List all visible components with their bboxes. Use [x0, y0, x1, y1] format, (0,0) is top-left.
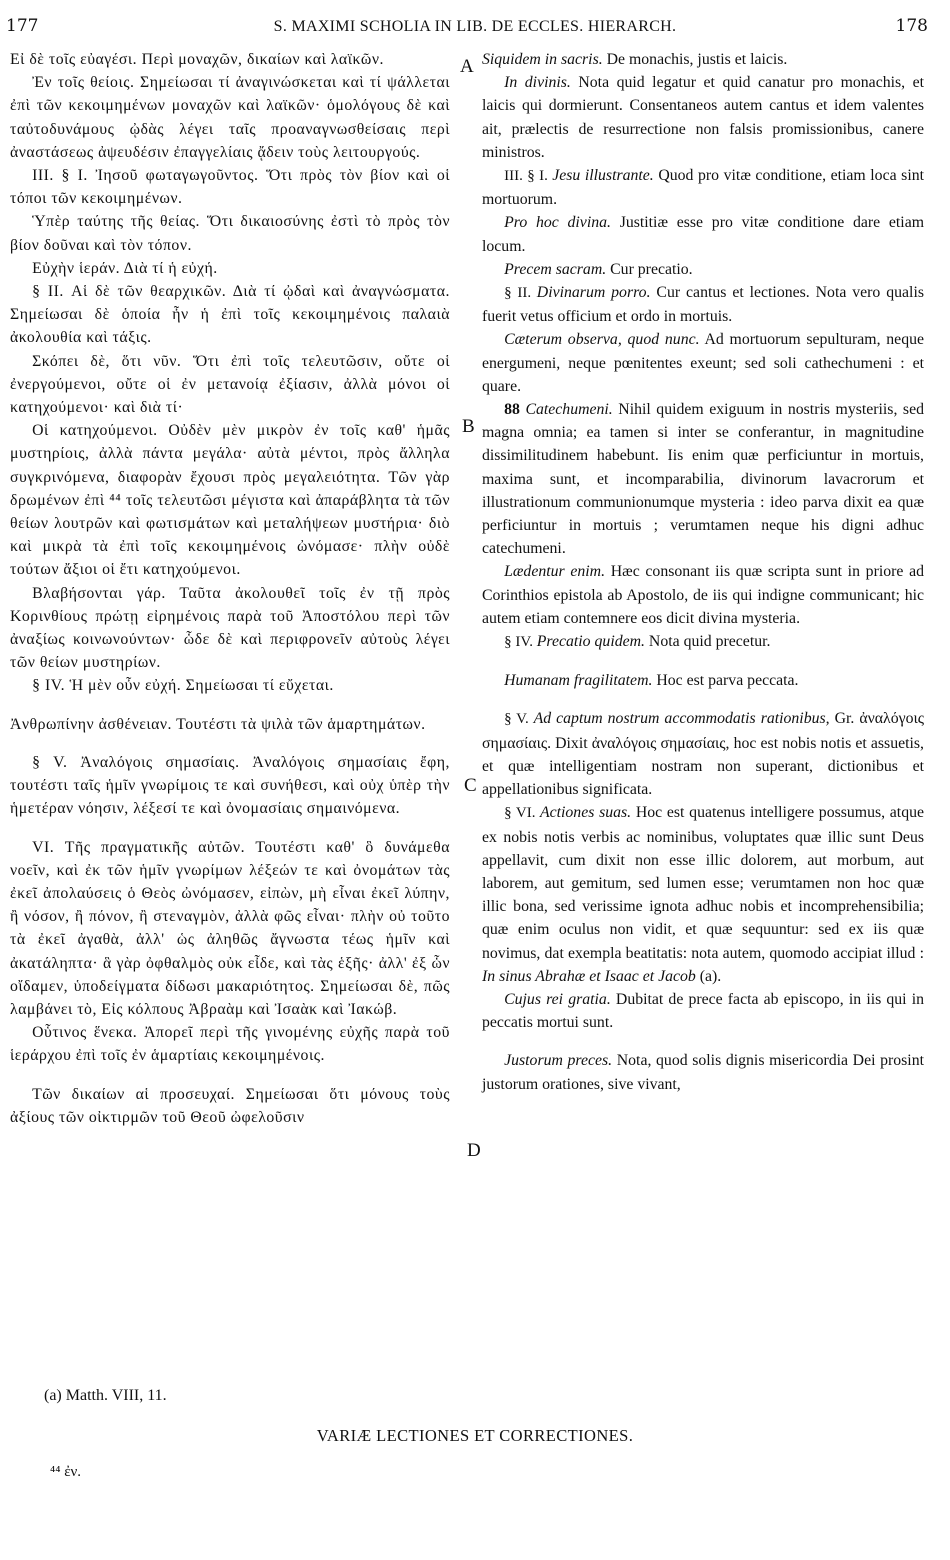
latin-paragraph	[482, 398, 924, 560]
gloss: Dubitat de prece facta ab episcopo, in iis qui in peccatis mortui sunt.	[482, 990, 924, 1032]
gloss: Nihil quidem exiguum in nostris mysteriis, sed magna omnia; ea tamen si inter se conferantur, in magnitudine dissimilitudinem habebunt. Iis enim quæ perficiuntur in mortuis, maxima sunt, et incomparabilia, divinorum lavacrorum et illustrationum communionumque mysteria : ideo parva dixit ea quæ perficiuntur in mortuis ; verumtamen neque his digni adhuc catechumeni.	[482, 401, 924, 558]
lemma: Siquidem in sacris.	[482, 51, 603, 68]
footnote-ref: (a).	[695, 967, 722, 985]
page-header	[0, 14, 950, 44]
gloss: De monachis, justis et laicis.	[602, 51, 788, 68]
gloss: Hoc est parva peccata.	[652, 672, 799, 690]
gloss: Quod pro vitæ conditione, etiam loca sint mortuorum.	[482, 167, 925, 209]
greek-paragraph: Σκόπει δὲ, ὅτι νῦν. Ὅτι ἐπὶ τοῖς τελευτῶσιν, οὔτε οἱ ἐνεργούμενοι, οὔτε οἱ ἐν μετανοίᾳ ἐξίασιν, ἀλλὰ μόνοι οἱ κατηχούμενοι· καὶ διὰ τί·	[10, 352, 450, 417]
page-number-left: 177	[6, 16, 39, 36]
lemma: Cæterum observa, quod nunc.	[504, 331, 700, 349]
greek-paragraph: VI. Τῆς πραγματικῆς αὐτῶν. Τουτέστι καθ' ὃ δυνάμεθα νοεῖν, καὶ ἐκ τῶν ἡμῖν γνωρίμων λέξεών τε καὶ ὀνομάτων τὰς ἐκεῖ ἀπολαύσεις ὁ Θεὸς ὠνόμασεν, εἰπὼν, μὴ εἶναι ἐκεῖ λύπην, ἢ νόσον, ἢ πόνον, ἢ στεναγμὸν, ἀλλὰ φῶς εἶναι· πλὴν οὐ τοῦτο τὰ ἐκεῖ ἀγαθὰ, ἀλλ' ὡς ἀληθῶς ἄγνωστα τέως ἡμῖν καὶ ἀκατάληπτα· ἃ γὰρ ὀφθαλμὸς οὐκ εἶδε, καὶ τὰς ἑξῆς· ἀλλ' ἐξ ὧν οἴδαμεν, ὑποδείγματα δίδωσι μακαριότητος. Σημείωσαι δὲ, πῶς λαμβάνει τὸ, Εἰς κόλπους Ἀβραὰμ καὶ Ἰσαὰκ καὶ Ἰακώβ.	[10, 838, 450, 1018]
gloss: Ad mortuorum sepulturam, neque energumeni, neque pœnitentes exeunt; sed soli cathechumeni : et quare.	[482, 331, 924, 395]
running-title: S. MAXIMI SCHOLIA IN LIB. DE ECCLES. HIERARCH.	[273, 18, 677, 35]
latin-paragraph	[482, 560, 924, 630]
margin-letter-b: B	[462, 416, 475, 437]
quotation: In sinus Abrahæ et Isaac et Jacob	[482, 967, 696, 985]
lemma: Precem sacram.	[504, 260, 607, 278]
lemma: Ad captum nostrum accommodatis rationibus,	[533, 710, 830, 728]
gloss: Justitiæ esse pro vitæ conditione dare etiam locum.	[482, 214, 924, 255]
greek-paragraph: Ὑπὲρ ταύτης τῆς θείας. Ὅτι δικαιοσύνης ἐστὶ τὸ πρὸς τὸν βίον δοῦναι καὶ τὸν τόπον.	[10, 213, 450, 254]
latin-column	[482, 48, 924, 1096]
lemma: Divinarum porro.	[536, 284, 651, 302]
greek-paragraph: Εὐχὴν ἱεράν. Διὰ τί ἡ εὐχή.	[32, 259, 218, 277]
gloss: Nota quid legatur et quid canatur pro monachis, et laicis qui dormierunt. Consentaneos autem cantus et idem valentes ait, prælectis de resurrectione non falsis promissionibus, canere ministros.	[482, 74, 924, 161]
page-number-right: 178	[895, 16, 928, 36]
variae-lectiones-heading: VARIÆ LECTIONES ET CORRECTIONES.	[316, 1426, 634, 1445]
lemma: Catechumeni.	[525, 401, 613, 419]
gloss: Nota, quod solis dignis misericordia Dei prosint justorum orationes, sive vivant,	[482, 1052, 924, 1093]
lemma: In divinis.	[504, 74, 571, 92]
latin-paragraph	[482, 164, 924, 211]
section-mark: § V.	[504, 711, 534, 728]
latin-paragraph	[482, 328, 924, 398]
latin-paragraph	[482, 48, 924, 71]
section-mark: § IV.	[504, 634, 537, 651]
latin-paragraph	[482, 669, 924, 692]
section-mark: § VI.	[504, 805, 540, 822]
margin-letter-d: D	[467, 1140, 481, 1161]
greek-paragraph: Ἐν τοῖς θείοις. Σημείωσαι τί ἀναγινώσκεται καὶ τί ψάλλεται ἐπὶ τῶν κεκοιμημένων μοναχῶν καὶ λαϊκῶν· ὁμολόγους δὲ καὶ ταὐτοδυνάμους ᾠδὰς λέγει ταῖς προαναγνωσθείσαις περὶ ἀναστάσεως ἀψευδέσιν ἐπαγγελίαις ᾄδειν τοὺς λειτουργούς.	[10, 74, 450, 161]
latin-paragraph	[482, 630, 924, 654]
greek-paragraph: Τῶν δικαίων αἱ προσευχαί. Σημείωσαι ὅτι μόνους τοὺς ἀξίους τῶν οἰκτιρμῶν τοῦ Θεοῦ ὠφελοῦσιν	[10, 1085, 450, 1126]
latin-paragraph	[482, 707, 924, 801]
gloss: Cur precatio.	[606, 260, 693, 278]
latin-paragraph	[482, 988, 924, 1034]
lemma: Pro hoc divina.	[504, 214, 611, 232]
greek-column	[10, 48, 450, 1129]
latin-paragraph	[482, 1049, 924, 1095]
section-mark: III. § I.	[504, 168, 553, 185]
column-number: 88	[504, 401, 526, 419]
latin-paragraph	[482, 258, 924, 281]
gloss: Nota quid precetur.	[644, 633, 771, 651]
lemma: Humanam fragilitatem.	[504, 672, 653, 690]
latin-paragraph	[482, 71, 924, 164]
greek-paragraph: Ἀνθρωπίνην ἀσθένειαν. Τουτέστι τὰ ψιλὰ τῶν ἁμαρτημάτων.	[10, 715, 426, 733]
lemma: Cujus rei gratia.	[504, 990, 611, 1008]
latin-paragraph	[482, 211, 924, 257]
margin-letter-a: A	[460, 56, 474, 77]
greek-paragraph: Βλαβήσονται γάρ. Ταῦτα ἀκολουθεῖ τοῖς ἐν τῇ πρὸς Κορινθίους πρώτῃ εἰρημένοις παρὰ τοῦ Ἀποστόλου περὶ τῶν ἀναξίως κοινωνούντων· ὧδε δὲ καὶ περιφρονεῖν αὐτοὺς λέγει τῶν θείων μυστηρίων.	[10, 584, 450, 672]
greek-paragraph: Εἰ δὲ τοῖς εὐαγέσι. Περὶ μοναχῶν, δικαίων καὶ λαϊκῶν.	[10, 51, 384, 68]
variant-note: ⁴⁴ ἐν.	[50, 1464, 82, 1480]
gloss: Cur cantus et lectiones. Nota vero qualis fuerit vetus officium et ordo in mortuis.	[482, 284, 924, 326]
gloss: Hoc est quatenus intelligere possumus, atque ex nobis notis verbis ac nominibus, voluptates quæ illic sunt Deus appellavit, cum dixit non esse illic dolorem, aut morbum, aut laborem, aut gemitum, sed lumen esse; verumtamen non hoc quæ illic bona, sed verissime ignota adhuc nobis et incomprehensibilia; quæ enim oculus non vidit, et quæ sequuntur: sed ex iis quæ novimus, dat exempla beatitatis: nota autem, quomodo accipiat illud :	[482, 804, 925, 962]
greek-paragraph: Οἱ κατηχούμενοι. Οὐδὲν μὲν μικρὸν ἐν τοῖς καθ' ἡμᾶς μυστηρίοις, ἀλλὰ πάντα μεγάλα· αὐτὰ μέντοι, πρὸς ἄλληλα συγκρινόμενα, διαφορὰν ἔχουσι πρὸς μεγαλειότητα. Τῶν γὰρ δρωμένων ἐπὶ ⁴⁴ τοῖς τελευτῶσι μέγιστα καὶ ἀπαράβλητα τὰ τῶν θείων λουτρῶν καὶ φωτισμάτων καὶ μεταλήψεων μυστήρια· διὸ καὶ μικρὰ τὰ ἐπὶ τοῖς κεκοιμημένοις ὠνόμασε· πλὴν οὐδὲ τούτων ἄξιοι οἱ ἔτι κατηχούμενοι.	[10, 422, 450, 579]
lemma: Jesu illustrante.	[552, 167, 654, 185]
greek-paragraph: § IV. Ἡ μὲν οὖν εὐχή. Σημείωσαι τί εὔχεται.	[32, 677, 334, 695]
gloss: Gr. ἀναλόγοις σημασίαις. Dixit ἀναλόγοις σημασίαις, hoc est nobis notis et assuetis, et quæ intelligentiam nostram non superant, dictionibus et appellationibus significata.	[482, 710, 924, 799]
margin-letter-c: C	[464, 775, 477, 796]
latin-paragraph	[482, 281, 924, 328]
lemma: Precatio quidem.	[536, 633, 645, 651]
footnote: (a) Matth. VIII, 11.	[44, 1387, 167, 1404]
greek-paragraph: III. § I. Ἰησοῦ φωταγωγοῦντος. Ὅτι πρὸς τὸν βίον καὶ οἱ τόποι τῶν κεκοιμημένων.	[10, 167, 450, 208]
lemma: Justorum preces.	[504, 1052, 613, 1070]
greek-paragraph: Οὗτινος ἕνεκα. Ἀπορεῖ περὶ τῆς γινομένης εὐχῆς παρὰ τοῦ ἱεράρχου ἐπὶ τοῖς ἐν ἁμαρτίαις κεκοιμημένοις.	[10, 1024, 450, 1065]
gloss: Hæc consonant iis quæ scripta sunt in priore ad Corinthios epistola ab Apostolo, de iis qui indigne communicant; hic autem etiam contemnere eos dicit divina mysteria.	[482, 563, 925, 627]
latin-paragraph	[482, 801, 924, 988]
lemma: Lædentur enim.	[504, 563, 606, 581]
lemma: Actiones suas.	[539, 804, 632, 822]
greek-paragraph: § V. Ἀναλόγοις σημασίαις. Ἀναλόγοις σημασίαις ἔφη, τουτέστι ταῖς ἡμῖν γνωρίμοις τε καὶ συνήθεσι, καὶ οὐχ ὑπὲρ τὴν ἡμετέραν νόησιν, λέξεσί τε καὶ ὀνομασίαις σημαινόμενα.	[10, 753, 450, 818]
section-mark: § II.	[504, 285, 537, 302]
greek-paragraph: § II. Αἱ δὲ τῶν θεαρχικῶν. Διὰ τί ᾠδαὶ καὶ ἀναγνώσματα. Σημείωσαι δὲ ὁποία ἦν ἡ ἐπὶ τοῖς κεκοιμημένοις παλαιὰ ἀκολουθία καὶ τάξις.	[10, 283, 450, 347]
